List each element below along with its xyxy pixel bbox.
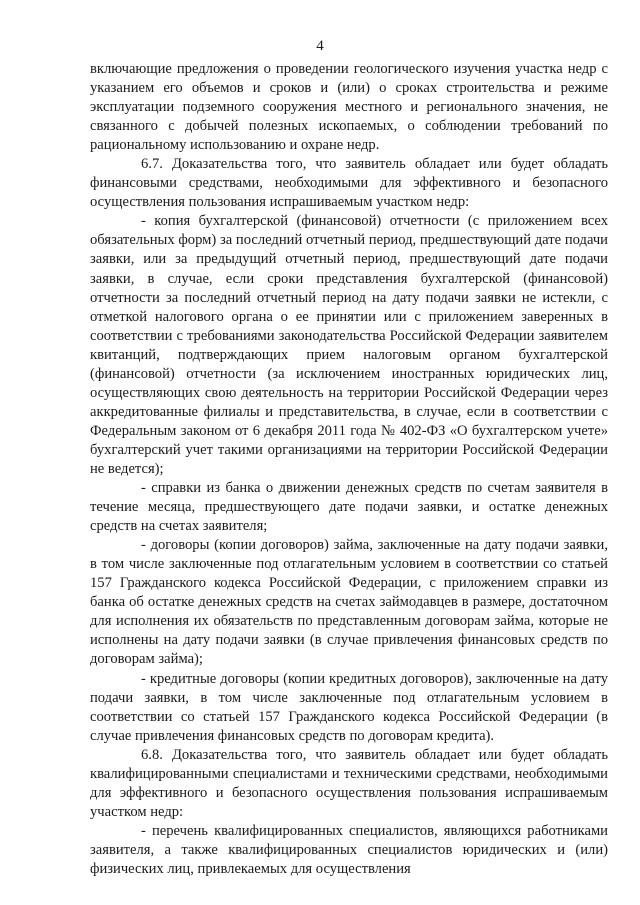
list-item-bank-statement: - справки из банка о движении денежных средств по счетам заявителя в течение месяца, предшествующего дате подачи заявки, и остатке денежных средств на счетах заявителя; [90,480,608,535]
list-item-loan-agreements: - договоры (копии договоров) займа, заключенные на дату подачи заявки, в том числе заключенные под отлагательным условием в соответствии со статьей 157 Гражданского кодекса Российской Федерации, с приложением справки из банка об остатке денежных средств на счетах займодавцев в размере, достаточном для исполнения их обязательств по представленным договорам займа, которые не исполнены на дату подачи заявки (в случае привлечения финансовых средств по договорам займа); [90,537,608,668]
list-item-credit-agreements: - кредитные договоры (копии кредитных договоров), заключенные на дату подачи заявки, в том числе заключенные под отлагательным условием в соответствии со статьей 157 Гражданского кодекса Российской Федерации (в случае привлечения финансовых средств по договорам кредита). [90,670,608,744]
paragraph-continuation: включающие предложения о проведении геологического изучения участка недр с указанием его объемов и сроков и (или) о сроках строительства и режиме эксплуатации подземного сооружения местного и регионального значения, не связанного с добычей полезных ископаемых, о соблюдении требований по рациональному использованию и охране недр. [90,61,608,154]
page-number: 4 [316,38,324,54]
document-body [90,60,608,879]
paragraph-6-8: 6.8. Доказательства того, что заявитель обладает или будет обладать квалифицированными специалистами и техническими средствами, необходимыми для эффективного и безопасного осуществления пользования испрашиваемым участком недр: [90,746,608,820]
list-item-accounting-report: - копия бухгалтерской (финансовой) отчетности (с приложением всех обязательных форм) за последний отчетный период, предшествующий дате подачи заявки, или за предыдущий отчетный период, предшествующий дате подачи заявки, в случае, если сроки представления бухгалтерской (финансовой) отчетности за последний отчетный период на дату подачи заявки не истекли, с отметкой налогового органа о ее принятии или с приложением заверенных в соответствии с требованиями законодательства Российской Федерации заявителем квитанций, подтверждающих прием налоговым органом бухгалтерской (финансовой) отчетности (за исключением иностранных юридических лиц, осуществляющих свою деятельность на территории Российской Федерации через аккредитованные филиалы и представительства, в случае, если в соответствии с Федеральным законом от 6 декабря 2011 года № 402-ФЗ «О бухгалтерском учете» бухгалтерский учет такими организациями на территории Российской Федерации не ведется); [90,213,608,477]
paragraph-6-7: 6.7. Доказательства того, что заявитель обладает или будет обладать финансовыми средствами, необходимыми для эффективного и безопасного осуществления пользования испрашиваемым участком недр: [90,156,608,211]
list-item-specialists: - перечень квалифицированных специалистов, являющихся работниками заявителя, а также квалифицированных специалистов юридических и (или) физических лиц, привлекаемых для осуществления [90,822,608,877]
